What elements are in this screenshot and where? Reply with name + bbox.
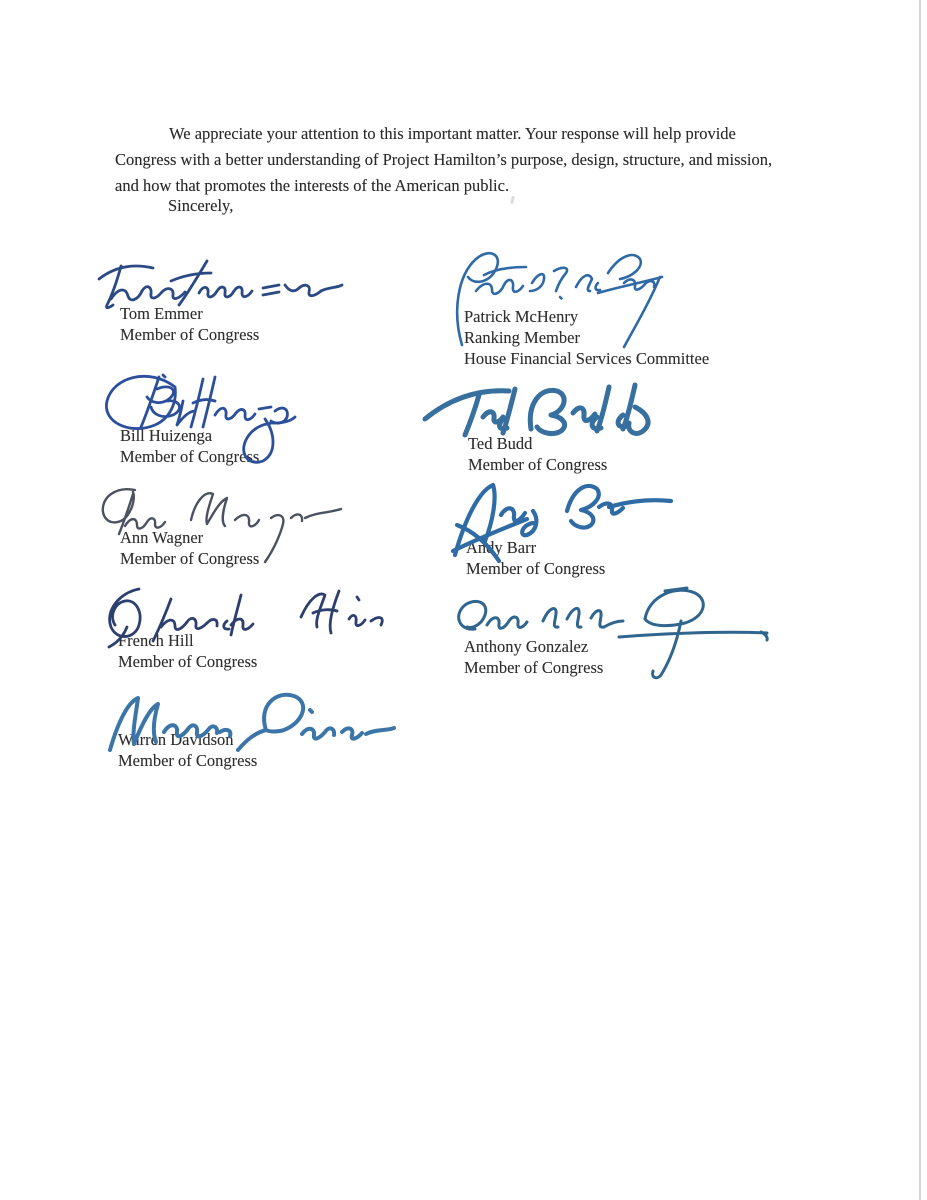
signer-name: French Hill (118, 631, 194, 650)
signer-title: Member of Congress (120, 447, 260, 466)
signer-title: Member of Congress (468, 455, 608, 474)
signer-name: Patrick McHenry (464, 307, 579, 326)
signature-ink-patrick-mchenry (448, 249, 688, 351)
signer-name: Bill Huizenga (120, 426, 213, 445)
valediction: Sincerely, (168, 196, 234, 215)
signature-ink-tom-emmer (95, 255, 345, 310)
signer-title: Ranking Member (464, 328, 580, 347)
signer-title: House Financial Services Committee (464, 349, 710, 368)
signer-name: Anthony Gonzalez (464, 637, 589, 656)
signature-ink-anthony-gonzalez (449, 585, 774, 681)
scan-edge-line (919, 0, 921, 1200)
signer-name: Ann Wagner (120, 528, 204, 547)
signer-name: Tom Emmer (120, 304, 203, 323)
signature-ink-bill-huizenga (97, 371, 297, 467)
signer-name: Ted Budd (468, 434, 533, 453)
signature-ink-warren-davidson (98, 688, 398, 760)
signer-title: Member of Congress (464, 658, 604, 677)
signature-ink-andy-barr (449, 477, 677, 569)
signer-title: Member of Congress (120, 549, 260, 568)
signature-ink-ann-wagner (95, 482, 343, 566)
signer-title: Member of Congress (118, 751, 258, 770)
signer-title: Member of Congress (466, 559, 606, 578)
closing-paragraph: We appreciate your attention to this important matter. Your response will help provide Congress with a better understanding of Project Hamilton’s purpose, design, structure, and mission, and how that promotes the interests of the American public. (115, 123, 773, 195)
signature-ink-french-hill (95, 583, 435, 649)
signer-name: Warren Davidson (118, 730, 234, 749)
signer-title: Member of Congress (118, 652, 258, 671)
signer-name: Andy Barr (466, 538, 537, 557)
signature-ink-ted-budd (423, 379, 663, 441)
signer-title: Member of Congress (120, 325, 260, 344)
